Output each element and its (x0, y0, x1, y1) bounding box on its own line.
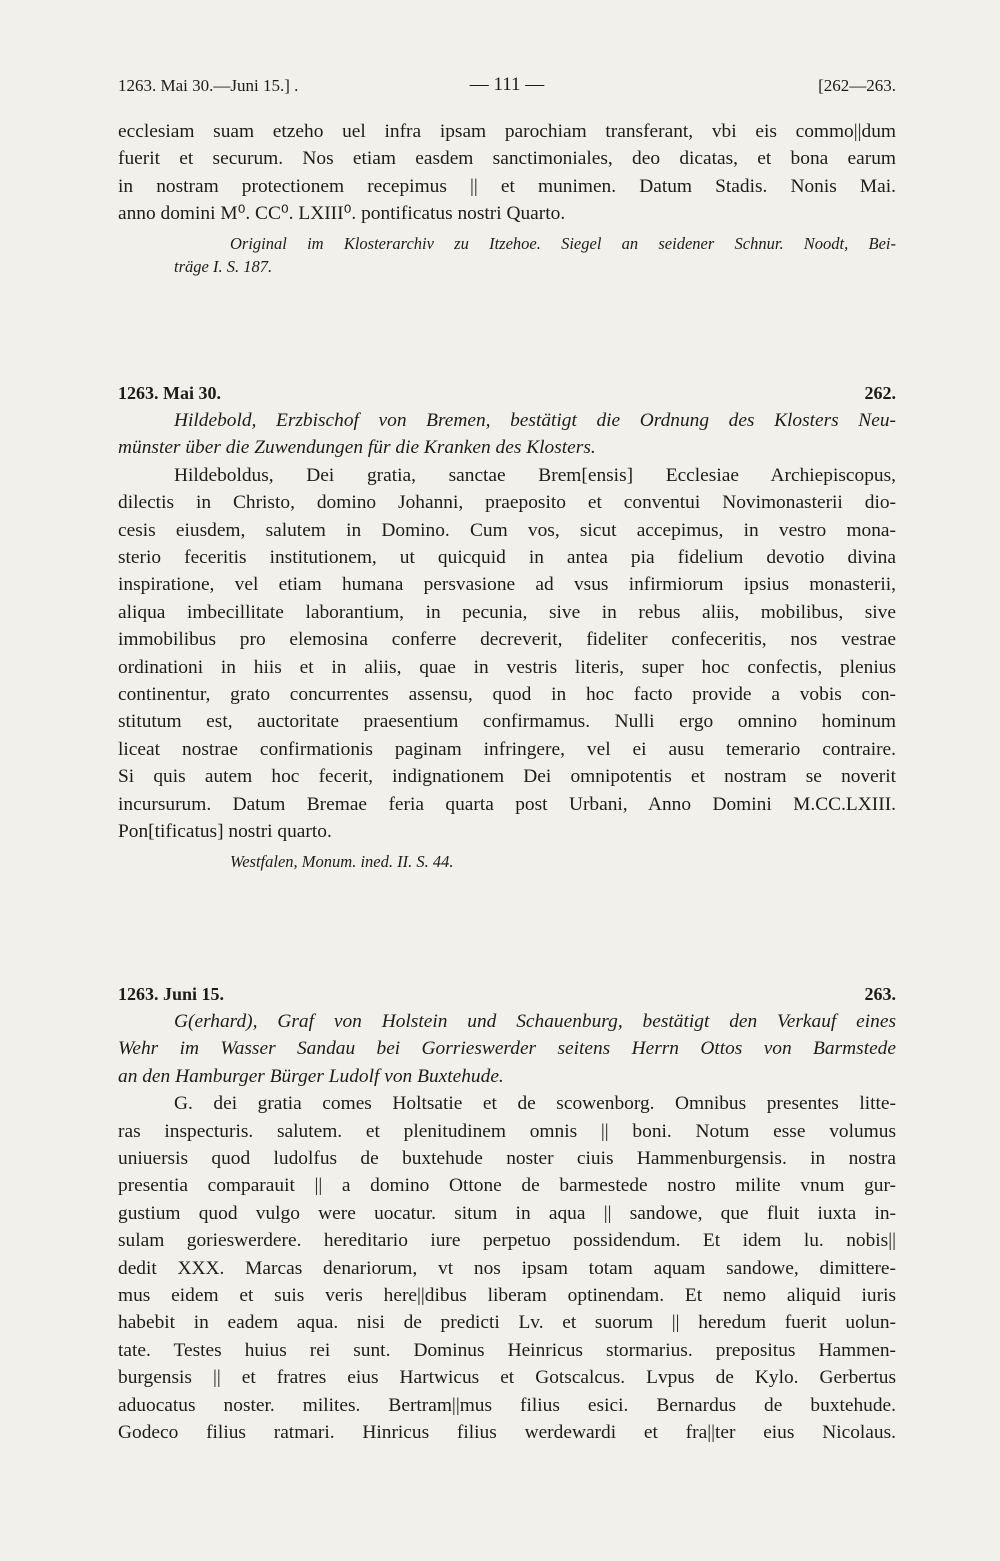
text-line: Godeco filius ratmari. Hinricus filius werdewardi et fra||ter eius Nicolaus. (118, 1422, 896, 1444)
text-line: sulam gorieswerdere. hereditario iure perpetuo possidendum. Et idem lu. nobis|| (118, 1230, 896, 1252)
text-line: presentia comparauit || a domino Ottone de barmestede nostro milite vnum gur- (118, 1175, 896, 1197)
text-line: ordinationi in hiis et in aliis, quae in vestris literis, super hoc confectis, plenius (118, 656, 896, 678)
document-number: 263. (864, 984, 896, 1004)
text-line: anno domini M⁰. CC⁰. LXIII⁰. pontificatus nostri Quarto. (118, 203, 566, 225)
regest-line: G(erhard), Graf von Holstein und Schauenburg, bestätigt den Verkauf eines (174, 1011, 896, 1032)
page-number: — 111 — (469, 74, 545, 95)
text-line: dedit XXX. Marcas denariorum, vt nos ipsam totam aquam sandowe, dimittere- (118, 1257, 896, 1279)
regest-cont (118, 1035, 896, 1090)
running-head (118, 76, 896, 100)
text-line: aliqua imbecillitate laborantium, in pecunia, sive in rebus aliis, mobilibus, sive (118, 601, 896, 623)
document-263 (118, 984, 896, 1447)
continuation-source-cont (118, 255, 896, 278)
text-line: burgensis || et fratres eius Hartwicus et Gotscalcus. Lvpus de Kylo. Gerbertus (118, 1367, 896, 1389)
regest-line: Wehr im Wasser Sandau bei Gorrieswerder seitens Herrn Ottos von Barmstede (118, 1038, 896, 1060)
document-number: 262. (864, 383, 896, 403)
text-line: fuerit et securum. Nos etiam easdem sanctimoniales, deo dicatas, et bona earum (118, 148, 896, 170)
running-head-dates: 1263. Mai 30.—Juni 15.] . (118, 76, 299, 95)
document-date: 1263. Juni 15. (118, 984, 225, 1004)
continuation-block (118, 118, 896, 278)
regest-line: an den Hamburger Bürger Ludolf von Buxtehude. (118, 1065, 504, 1087)
text-line: gustium quod vulgo were uocatur. situm in aqua || sandowe, que fluit iuxta in- (118, 1202, 896, 1224)
text-line: inspiratione, vel etiam humana persvasione ad vsus infirmiorum ipsius monasterii, (118, 574, 896, 596)
text-line: mus eidem et suis veris here||dibus liberam optinendam. Et nemo aliquid iuris (118, 1285, 896, 1307)
regest-line: Hildebold, Erzbischof von Bremen, bestätigt die Ordnung des Klosters Neu- (174, 410, 896, 431)
text-line: aduocatus noster. milites. Bertram||mus filius esici. Bernardus de buxtehude. (118, 1394, 896, 1416)
source-line: Westfalen, Monum. ined. II. S. 44. (230, 851, 454, 871)
continuation-source (118, 232, 896, 255)
document-source (118, 850, 896, 873)
text-line: ras inspecturis. salutem. et plenitudinem omnis || boni. Notum esse volumus (118, 1120, 896, 1142)
text-line: habebit in eadem aqua. nisi de predicti Lv. et suorum || heredum fuerit uolun- (118, 1312, 896, 1334)
running-head-doc-range: [262—263. (818, 76, 896, 95)
regest-line: münster über die Zuwendungen für die Kranken des Klosters. (118, 437, 596, 459)
text-line: stitutum est, auctoritate praesentium confirmamus. Nulli ergo omnino hominum (118, 711, 896, 733)
text-line: continentur, grato concurrentes assensu, quod in hoc facto provide a vobis con- (118, 684, 896, 706)
text-line: cesis eiusdem, salutem in Domino. Cum vos, sicut accepimus, in vestro mona- (118, 519, 896, 541)
document-text (118, 462, 896, 846)
document-date: 1263. Mai 30. (118, 383, 221, 403)
regest-cont (118, 434, 896, 461)
text-line: in nostram protectionem recepimus || et munimen. Datum Stadis. Nonis Mai. (118, 175, 896, 197)
regest (118, 407, 896, 434)
text-line: dilectis in Christo, domino Johanni, praeposito et conventui Novimonasterii dio- (118, 492, 896, 514)
text-line: incursurum. Datum Bremae feria quarta post Urbani, Anno Domini M.CC.LXIII. (118, 793, 896, 815)
text-line: Pon[tificatus] nostri quarto. (118, 821, 332, 843)
text-line: ecclesiam suam etzeho uel infra ipsam parochiam transferant, vbi eis commo||dum (118, 121, 896, 142)
text-line: Hildeboldus, Dei gratia, sanctae Brem[ensis] Ecclesiae Archiepiscopus, (174, 464, 896, 486)
text-line: tate. Testes huius rei sunt. Dominus Heinricus stormarius. prepositus Hammen- (118, 1339, 896, 1361)
source-line: träge I. S. 187. (174, 256, 273, 276)
regest (118, 1008, 896, 1035)
continuation-text (118, 118, 896, 228)
text-line: liceat nostrae confirmationis paginam infringere, vel ei ausu temerario contraire. (118, 738, 896, 760)
document-heading (118, 984, 896, 1008)
document-text (118, 1090, 896, 1446)
document-262 (118, 383, 896, 873)
text-line: G. dei gratia comes Holtsatie et de scowenborg. Omnibus presentes litte- (174, 1093, 896, 1115)
text-line: uniuersis quod ludolfus de buxtehude noster ciuis Hammenburgensis. in nostra (118, 1148, 896, 1170)
text-line: Si quis autem hoc fecerit, indignationem Dei omnipotentis et nostram se noverit (118, 766, 896, 788)
document-heading (118, 383, 896, 407)
text-line: sterio feceritis institutionem, ut quicquid in antea pia fidelium devotio divina (118, 547, 896, 569)
source-line: Original im Klosterarchiv zu Itzehoe. Siegel an seidener Schnur. Noodt, Bei- (230, 233, 896, 253)
text-line: immobilibus pro elemosina conferre decreverit, fideliter confeceritis, nos vestrae (118, 629, 896, 651)
